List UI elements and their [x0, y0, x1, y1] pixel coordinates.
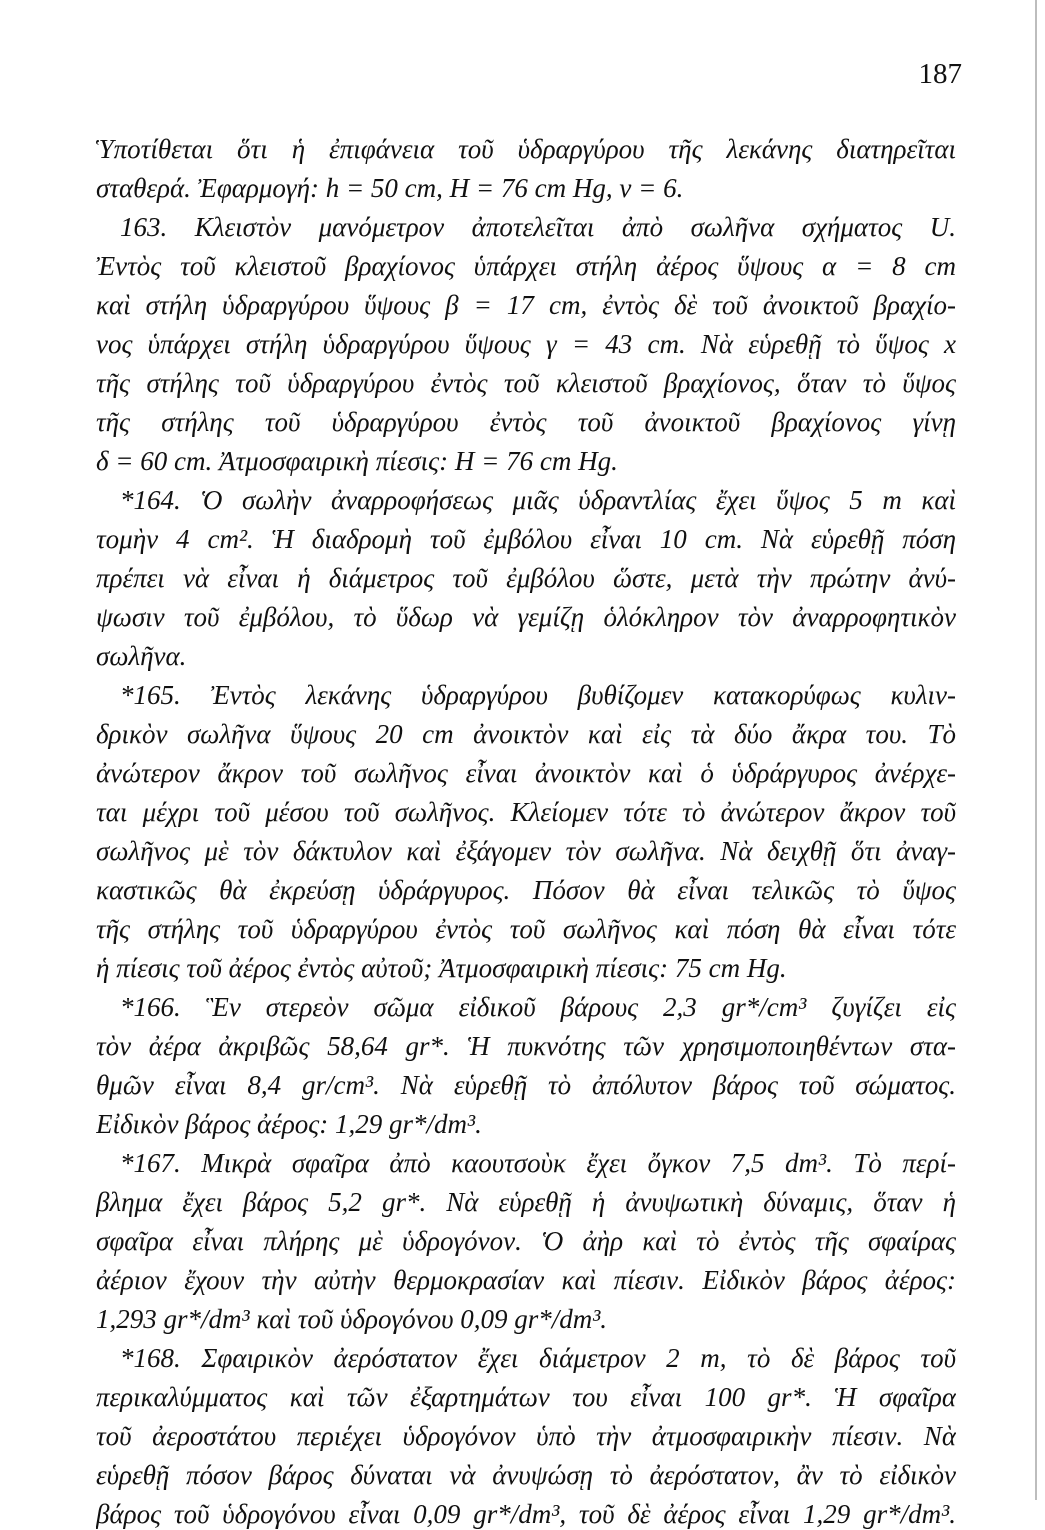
text-line: περικαλύμματος καὶ τῶν ἐξαρτημάτων του εἶναι 100 gr*. Ἡ σφαῖρα	[96, 1382, 956, 1412]
text-line: τοῦ ἀεροστάτου περιέχει ὑδρογόνον ὑπὸ τὴν ἀτμοσφαιρικὴν πίεσιν. Νὰ	[96, 1421, 956, 1451]
text-line: *167. Μικρὰ σφαῖρα ἀπὸ καουτσοὺκ ἔχει ὄγκον 7,5 dm³. Τὸ περί-	[120, 1148, 956, 1178]
text-line: θμῶν εἶναι 8,4 gr/cm³. Νὰ εὑρεθῇ τὸ ἀπόλυτον βάρος τοῦ σώματος.	[96, 1070, 956, 1100]
text-line: *168. Σφαιρικὸν ἀερόστατον ἔχει διάμετρον 2 m, τὸ δὲ βάρος τοῦ	[120, 1343, 956, 1373]
text-line: τὸν ἀέρα ἀκριβῶς 58,64 gr*. Ἡ πυκνότης τῶν χρησιμοποιηθέντων στα-	[96, 1031, 956, 1061]
text-line: ται μέχρι τοῦ μέσου τοῦ σωλῆνος. Κλείομεν τότε τὸ ἀνώτερον ἄκρον τοῦ	[96, 797, 956, 827]
text-line: τῆς στήλης τοῦ ὑδραργύρου ἐντὸς τοῦ ἀνοικτοῦ βραχίονος γίνῃ	[96, 407, 956, 437]
text-line: τῆς στήλης τοῦ ὑδραργύρου ἐντὸς τοῦ κλειστοῦ βραχίονος, ὅταν τὸ ὕψος	[96, 368, 956, 398]
text-line: σφαῖρα εἶναι πλήρης μὲ ὑδρογόνον. Ὁ ἀὴρ καὶ τὸ ἐντὸς τῆς σφαίρας	[96, 1226, 956, 1256]
text-line: Εἰδικὸν βάρος ἀέρος: 1,29 gr*/dm³.	[96, 1109, 482, 1139]
text-line: καὶ στήλη ὑδραργύρου ὕψους β = 17 cm, ἐντὸς δὲ τοῦ ἀνοικτοῦ βραχίο-	[96, 290, 956, 320]
text-line: Ὑποτίθεται ὅτι ἡ ἐπιφάνεια τοῦ ὑδραργύρου τῆς λεκάνης διατηρεῖται	[96, 134, 956, 164]
text-line: *164. Ὁ σωλὴν ἀναρροφήσεως μιᾶς ὑδραντλίας ἔχει ὕψος 5 m καὶ	[120, 485, 956, 515]
text-line: σωλῆνος μὲ τὸν δάκτυλον καὶ ἐξάγομεν τὸν σωλῆνα. Νὰ δειχθῇ ὅτι ἀναγ-	[96, 836, 956, 866]
text-line: *166. Ἓν στερεὸν σῶμα εἰδικοῦ βάρους 2,3 gr*/cm³ ζυγίζει εἰς	[120, 992, 956, 1022]
text-line: τῆς στήλης τοῦ ὑδραργύρου ἐντὸς τοῦ σωλῆνος καὶ πόση θὰ εἶναι τότε	[96, 914, 956, 944]
text-line: πρέπει νὰ εἶναι ἡ διάμετρος τοῦ ἐμβόλου ὥστε, μετὰ τὴν πρώτην ἀνύ-	[96, 563, 956, 593]
text-line: 1,293 gr*/dm³ καὶ τοῦ ὑδρογόνου 0,09 gr*/dm³.	[96, 1304, 608, 1334]
text-line: βλημα ἔχει βάρος 5,2 gr*. Νὰ εὑρεθῇ ἡ ἀνυψωτικὴ δύναμις, ὅταν ἡ	[96, 1187, 956, 1217]
page-number: 187	[918, 58, 962, 90]
text-line: σωλῆνα.	[96, 641, 187, 671]
text-line: *165. Ἐντὸς λεκάνης ὑδραργύρου βυθίζομεν κατακορύφως κυλιν-	[120, 680, 956, 710]
text-line: ἀνώτερον ἄκρον τοῦ σωλῆνος εἶναι ἀνοικτὸν καὶ ὁ ὑδράργυρος ἀνέρχε-	[96, 758, 956, 788]
text-line: βάρος τοῦ ὑδρογόνου εἶναι 0,09 gr*/dm³, τοῦ δὲ ἀέρος εἶναι 1,29 gr*/dm³.	[96, 1499, 956, 1529]
text-line: καστικῶς θὰ ἐκρεύσῃ ὑδράργυρος. Πόσον θὰ εἶναι τελικῶς τὸ ὕψος	[96, 875, 956, 905]
text-line: Ἐντὸς τοῦ κλειστοῦ βραχίονος ὑπάρχει στήλη ἀέρος ὕψους α = 8 cm	[96, 251, 956, 281]
text-line: τομὴν 4 cm². Ἡ διαδρομὴ τοῦ ἐμβόλου εἶναι 10 cm. Νὰ εὑρεθῇ πόση	[96, 524, 956, 554]
text-line: 163. Κλειστὸν μανόμετρον ἀποτελεῖται ἀπὸ σωλῆνα σχήματος U.	[120, 212, 956, 242]
page-edge-divider	[1035, 0, 1037, 1500]
text-line: δρικὸν σωλῆνα ὕψους 20 cm ἀνοικτὸν καὶ εἰς τὰ δύο ἄκρα του. Τὸ	[96, 719, 956, 749]
text-line: εὑρεθῇ πόσον βάρος δύναται νὰ ἀνυψώσῃ τὸ ἀερόστατον, ἂν τὸ εἰδικὸν	[96, 1460, 956, 1490]
text-line: ψωσιν τοῦ ἐμβόλου, τὸ ὕδωρ νὰ γεμίζῃ ὁλόκληρον τὸν ἀναρροφητικὸν	[96, 602, 956, 632]
text-line: νος ὑπάρχει στήλη ὑδραργύρου ὕψους γ = 43 cm. Νὰ εὑρεθῇ τὸ ὕψος x	[96, 329, 956, 359]
text-line: ἡ πίεσις τοῦ ἀέρος ἐντὸς αὐτοῦ; Ἀτμοσφαιρικὴ πίεσις: 75 cm Hg.	[96, 953, 787, 983]
text-line: δ = 60 cm. Ἀτμοσφαιρικὴ πίεσις: H = 76 cm Hg.	[96, 446, 618, 476]
text-line: σταθερά. Ἐφαρμογή: h = 50 cm, H = 76 cm Hg, ν = 6.	[96, 173, 684, 203]
text-line: ἀέριον ἔχουν τὴν αὐτὴν θερμοκρασίαν καὶ πίεσιν. Εἰδικὸν βάρος ἀέρος:	[96, 1265, 956, 1295]
